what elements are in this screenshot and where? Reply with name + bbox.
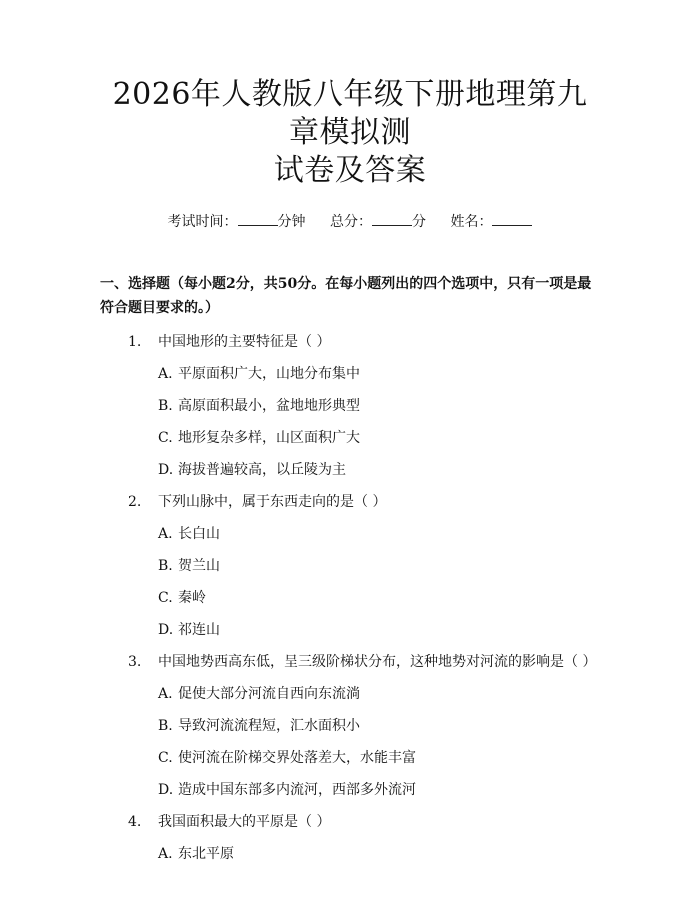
option-text: 东北平原 [178,846,234,862]
option [100,556,600,576]
option [100,748,600,768]
option-text: 祁连山 [178,622,220,638]
option-letter: B. [158,718,173,734]
option-text: 秦岭 [178,590,206,606]
option-text: 促使大部分河流自西向东流淌 [178,686,360,702]
option [100,684,600,704]
option [100,716,600,736]
option [100,588,600,608]
option-text: 地形复杂多样，山区面积广大 [178,430,360,446]
option-letter: B. [158,398,173,414]
option-letter: B. [158,558,173,574]
student-name-blank [492,213,532,226]
option-text: 海拔普遍较高，以丘陵为主 [178,462,346,478]
option [100,524,600,544]
option-text: 长白山 [178,526,220,542]
option [100,364,600,384]
question-number: 1. [128,334,142,350]
option-text: 平原面积广大，山地分布集中 [178,366,360,382]
option-text: 造成中国东部多内流河，西部多外流河 [178,782,416,798]
exam-time [168,212,306,232]
option [100,460,600,480]
option-letter: D. [158,782,174,798]
question-text: 下列山脉中，属于东西走向的是（ ） [158,494,387,510]
title-line-2: 试卷及答案 [273,153,427,188]
option-letter: C. [158,750,173,766]
option-letter: A. [158,686,173,702]
question [100,332,600,352]
page-title [100,0,600,190]
student-name-label: 姓名： [450,214,493,230]
option-letter: A. [158,846,173,862]
total-score-unit: 分 [412,214,426,230]
option-letter: A. [158,526,173,542]
total-score-label: 总分： [330,214,372,230]
option [100,396,600,416]
question-text: 中国地势西高东低，呈三级阶梯状分布，这种地势对河流的影响是（ ） [158,654,597,670]
question-text: 中国地形的主要特征是（ ） [158,334,331,350]
option [100,780,600,800]
option-letter: A. [158,366,173,382]
total-score [330,212,426,232]
question [100,812,600,832]
question-text: 我国面积最大的平原是（ ） [158,814,331,830]
option-text: 导致河流流程短，汇水面积小 [178,718,360,734]
exam-meta [100,212,600,232]
option-letter: C. [158,590,173,606]
title-line-1: 2026年人教版八年级下册地理第九章模拟测 [112,77,588,150]
exam-time-unit: 分钟 [277,214,306,230]
question-number: 2. [128,494,142,510]
option-letter: C. [158,430,173,446]
question-number: 3. [128,654,142,670]
option [100,844,600,864]
option [100,428,600,448]
option [100,620,600,640]
option-letter: D. [158,622,174,638]
student-name [450,212,532,232]
exam-time-blank [238,213,278,226]
option-text: 高原面积最小，盆地地形典型 [178,398,360,414]
question [100,652,600,672]
option-text: 贺兰山 [178,558,220,574]
question-number: 4. [128,814,142,830]
question [100,492,600,512]
total-score-blank [372,213,412,226]
section-heading: 一、选择题（每小题2分，共50分。在每小题列出的四个选项中，只有一项是最符合题目要求的。） [100,276,592,316]
exam-time-label: 考试时间： [167,214,238,230]
option-text: 使河流在阶梯交界处落差大，水能丰富 [178,750,416,766]
option-letter: D. [158,462,174,478]
